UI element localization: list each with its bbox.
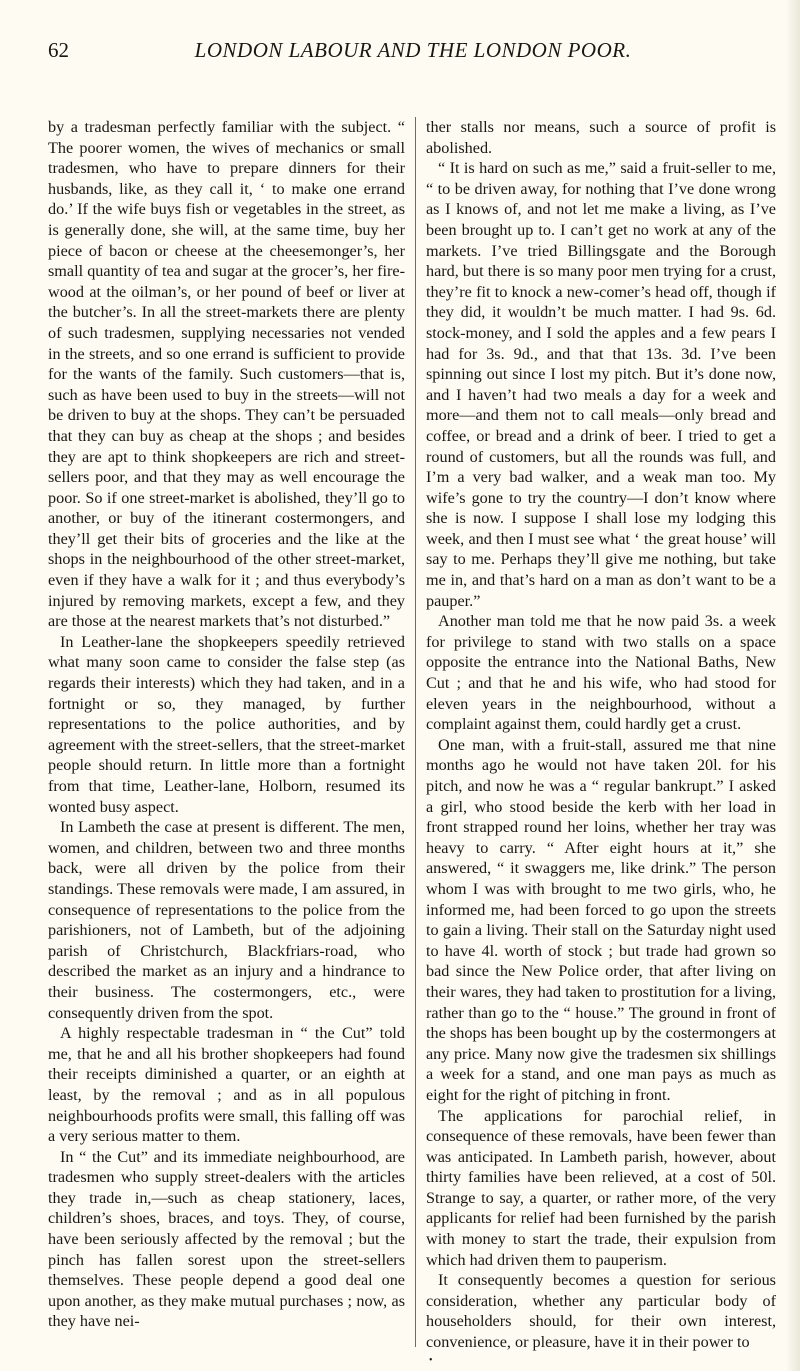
paragraph: In “ the Cut” and its immediate neighbourhood, are tradesmen who supply street-dealers with the articles they trade in,—such as cheap stationery, laces, children’s shoes, braces, and toys. They, of course, have been seriously affected by the removal ; but the pinch has fallen sorest upon the street-sellers themselves. These people depend a good deal one upon another, as they make mutual purchases ; now, as they have nei- bbox=[48, 1147, 405, 1331]
paragraph: ther stalls nor means, such a source of profit is abolished. bbox=[426, 118, 776, 157]
right-column bbox=[426, 117, 776, 1353]
footer-mark: • bbox=[429, 1355, 433, 1366]
left-column bbox=[48, 117, 405, 1332]
paragraph: by a tradesman perfectly familiar with the subject. “ The poorer women, the wives of mechanics or small tradesmen, who have to prepare dinners for their husbands, like, as they call it, ‘ to make one errand do.’ If the wife buys fish or vegetables in the street, as is generally done, she will, at the same time, buy her piece of bacon or cheese at the cheesemonger’s, her small quantity of tea and sugar at the grocer’s, her fire-wood at the oilman’s, or her pound of beef or liver at the butcher’s. In all the street-markets there are plenty of such tradesmen, supplying necessaries not vended in the streets, and so one errand is sufficient to provide for the wants of the family. Such customers—that is, such as have been used to buy in the streets—will not be driven to buy at the shops. They can’t be persuaded that they can buy as cheap at the shops ; and besides they are apt to think shopkeepers are rich and street-sellers poor, and that they may as well encourage the poor. So if one street-market is abolished, they’ll go to another, or buy of the itinerant costermongers, and they’ll get their bits of groceries and the like at the shops in the neighbourhood of the other street-market, even if they have a walk for it ; and thus everybody’s injured by removing markets, except a few, and they are those at the nearest markets that’s not disturbed.” bbox=[48, 118, 405, 631]
paragraph: Another man told me that he now paid 3s. a week for privilege to stand with two stalls on a space opposite the entrance into the National Baths, New Cut ; and that he and his wife, who had stood for eleven years in the neighbourhood, without a complaint against them, could hardly get a crust. bbox=[426, 612, 776, 734]
page-edge-shadow bbox=[786, 0, 800, 1371]
paragraph: The applications for parochial relief, in consequence of these removals, have been fewer than was anticipated. In Lambeth parish, however, about thirty families have been relieved, at a cost of 50l. Strange to say, a quarter, or rather more, of the very applicants for relief had been furnished by the parish with money to start the trade, their expulsion from which had driven them to pauperism. bbox=[426, 1106, 776, 1269]
paragraph: A highly respectable tradesman in “ the Cut” told me, that he and all his brother shopkeepers had found their receipts diminished a quarter, or an eighth at least, by the removal ; and as in all populous neighbourhoods profits were small, this falling off was a very serious matter to them. bbox=[48, 1024, 405, 1146]
column-divider bbox=[415, 117, 416, 1347]
paragraph: “ It is hard on such as me,” said a fruit-seller to me, “ to be driven away, for nothing that I’ve done wrong as I knows of, and not let me make a living, as I’ve been brought up to. I can’t get no work at any of the markets. I’ve tried Billingsgate and the Borough hard, but there is so many poor men trying for a crust, they’re fit to knock a new-comer’s head off, though if they did, it wouldn’t be much matter. I had 9s. 6d. stock-money, and I sold the apples and a few pears I had for 3s. 9d., and that that 13s. 3d. I’ve been spinning out since I lost my pitch. But it’s done now, and I haven’t had two meals a day for a week and more—and them not to call meals—only bread and coffee, or bread and a drink of beer. I tried to get a round of customers, but all the rounds was full, and I’m a very bad walker, and a weak man too. My wife’s gone to try the country—I don’t know where she is now. I suppose I shall lose my lodging this week, and then I must see what ‘ the great house’ will say to me. Perhaps they’ll give me nothing, but take me in, and that’s hard on a man as don’t want to be a pauper.” bbox=[426, 159, 776, 610]
running-title: LONDON LABOUR AND THE LONDON POOR. bbox=[194, 38, 632, 62]
paragraph: It consequently becomes a question for serious consideration, whether any particular body of householders should, for their own interest, convenience, or pleasure, have it in their power to bbox=[426, 1271, 776, 1352]
page-header bbox=[48, 38, 778, 68]
paragraph: In Leather-lane the shopkeepers speedily retrieved what many soon came to consider the false step (as regards their interests) which they had taken, and in a fortnight or so, they managed, by further representations to the police authorities, and by agreement with the street-sellers, that the street-market people should return. In little more than a fortnight from that time, Leather-lane, Holborn, resumed its wonted busy aspect. bbox=[48, 632, 405, 816]
paragraph: One man, with a fruit-stall, assured me that nine months ago he would not have taken 20l. for his pitch, and now he was a “ regular bankrupt.” I asked a girl, who stood beside the kerb with her load in front strapped round her loins, whether her tray was heavy to carry. “ After eight hours at it,” she answered, “ it swaggers me, like drink.” The person whom I was with brought to me two girls, who, he informed me, had been forced to go upon the streets to gain a living. Their stall on the Saturday night used to have 4l. worth of stock ; but trade had grown so bad since the New Police order, that after living on their wares, they had taken to prostitution for a living, rather than go to the “ house.” The ground in front of the shops has been bought up by the costermongers at any price. Many now give the tradesmen six shillings a week for a stand, and one man pays as much as eight for the right of pitching in front. bbox=[426, 735, 776, 1104]
page-number: 62 bbox=[48, 38, 69, 62]
paragraph: In Lambeth the case at present is different. The men, women, and children, between two and three months back, were all driven by the police from their standings. These removals were made, I am assured, in consequence of representations to the police from the parishioners, not of Lambeth, but of the adjoining parish of Christchurch, Blackfriars-road, who described the market as an injury and a hindrance to their business. The costermongers, etc., were consequently driven from the spot. bbox=[48, 818, 405, 1022]
